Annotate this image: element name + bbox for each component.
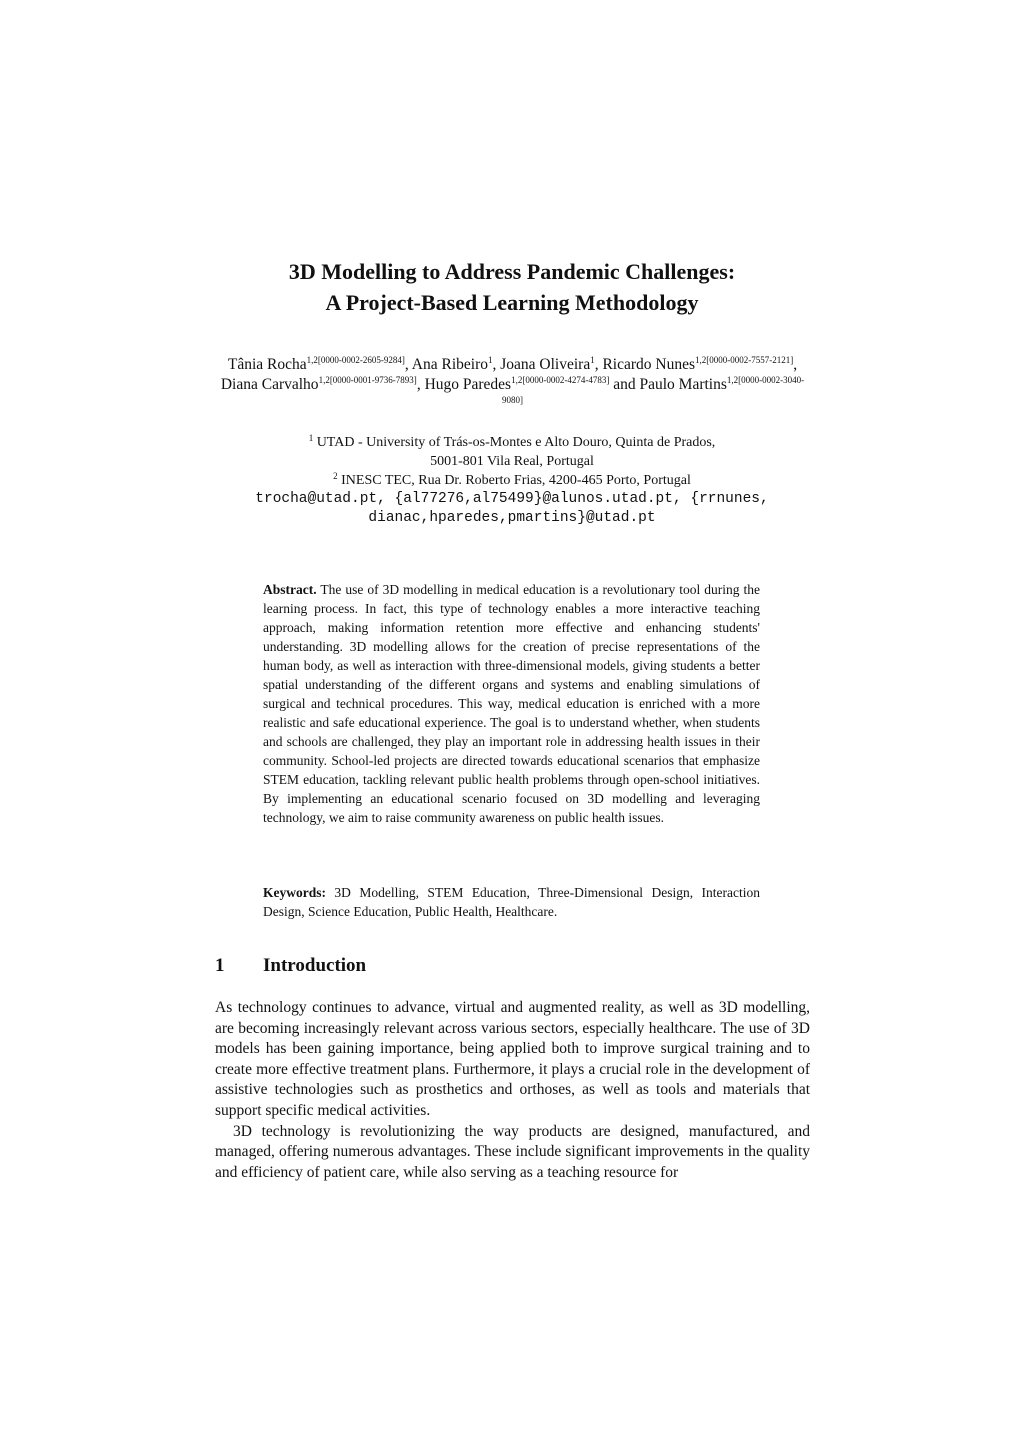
author-separator: , xyxy=(404,356,412,373)
author-affiliation-marker: 1 xyxy=(590,355,595,365)
author-name: Ana Ribeiro xyxy=(411,356,488,373)
author-affiliation-marker: 1,2[0000-0002-7557-2121] xyxy=(695,355,794,365)
body-paragraph-2: 3D technology is revolutionizing the way products are designed, manufactured, and managed, offering numerous advantages. These include significant improvements in the quality and efficiency of patient care, while also serving as a teaching resource for xyxy=(215,1122,810,1181)
title-line-2: A Project-Based Learning Methodology xyxy=(325,290,699,315)
emails-line-1: trocha@utad.pt, {al77276,al75499}@alunos.utad.pt, {rrnunes, xyxy=(255,491,769,507)
keywords-label: Keywords: xyxy=(263,885,326,900)
author-name: Paulo Martins xyxy=(639,376,727,393)
author-affiliation-marker: 1,2[0000-0002-3040-9080] xyxy=(502,375,805,405)
abstract-label: Abstract. xyxy=(263,582,317,597)
author-affiliation-marker: 1,2[0000-0002-2605-9284] xyxy=(306,355,405,365)
abstract-text: The use of 3D modelling in medical education is a revolutionary tool during the learning process. In fact, this type of technology enables a more interactive teaching approach, making information retention more effective and enhancing students' understanding. 3D modelling allows for the creation of precise representations of the human body, as well as interaction with three-dimensional models, giving students a better spatial understanding of the different organs and systems and enabling simulations of surgical and technical procedures. This way, medical education is enriched with a more realistic and safe educational experience. The goal is to understand whether, when students and schools are challenged, they play an important role in addressing health issues in their community. School-led projects are directed towards educational scenarios that emphasize STEM education, tackling relevant public health problems through open-school initiatives. By implementing an educational scenario focused on 3D modelling and leveraging technology, we aim to raise community awareness on public health issues. xyxy=(263,582,760,825)
body-paragraph-1: As technology continues to advance, virtual and augmented reality, as well as 3D modelling, are becoming increasingly relevant across various sectors, especially healthcare. The use of 3D models has been gaining importance, being applied both to improve surgical training and to create more effective treatment plans. Furthermore, it plays a crucial role in the development of assistive technologies such as prosthetics and orthoses, as well as tools and materials that support specific medical activities. xyxy=(215,999,810,1119)
author-affiliation-marker: 1,2[0000-0002-4274-4783] xyxy=(511,375,610,385)
author-name: Tânia Rocha xyxy=(227,356,307,373)
author-name: Hugo Paredes xyxy=(424,376,512,393)
affiliation-1-line-1 xyxy=(0,433,1024,452)
affiliation-1-text: UTAD - University of Trás-os-Montes e Alto Douro, Quinta de Prados, xyxy=(316,435,716,450)
affiliation-1-marker: 1 xyxy=(308,433,314,443)
section-heading xyxy=(215,954,366,978)
author-affiliation-marker: 1,2[0000-0001-9736-7893] xyxy=(318,375,417,385)
affiliation-2-marker: 2 xyxy=(333,471,338,481)
author-list xyxy=(215,355,810,415)
section-number: 1 xyxy=(215,955,225,976)
author-name: Diana Carvalho xyxy=(220,376,319,393)
keywords-text: 3D Modelling, STEM Education, Three-Dimensional Design, Interaction Design, Science Education, Public Health, Healthcare. xyxy=(263,885,760,919)
affiliation-2-text: INESC TEC, Rua Dr. Roberto Frias, 4200-465 Porto, Portugal xyxy=(341,473,691,488)
author-affiliation-marker: 1 xyxy=(488,355,493,365)
paper-title xyxy=(0,256,1024,318)
author-separator: , xyxy=(793,356,798,373)
author-separator: , xyxy=(492,356,501,373)
author-separator: and xyxy=(609,376,640,393)
affiliation-1-line-2: 5001-801 Vila Real, Portugal xyxy=(430,454,594,469)
author-name: Ricardo Nunes xyxy=(602,356,695,373)
author-separator: , xyxy=(594,356,603,373)
section-body xyxy=(215,998,810,1183)
emails-line-2: dianac,hparedes,pmartins}@utad.pt xyxy=(368,510,656,526)
section-title: Introduction xyxy=(263,955,367,976)
abstract xyxy=(263,580,760,827)
keywords xyxy=(263,883,760,921)
author-name: Joana Oliveira xyxy=(500,356,591,373)
title-line-1: 3D Modelling to Address Pandemic Challenges: xyxy=(288,259,736,284)
affiliations xyxy=(0,433,1024,528)
affiliation-2 xyxy=(0,471,1024,490)
author-separator: , xyxy=(416,376,425,393)
